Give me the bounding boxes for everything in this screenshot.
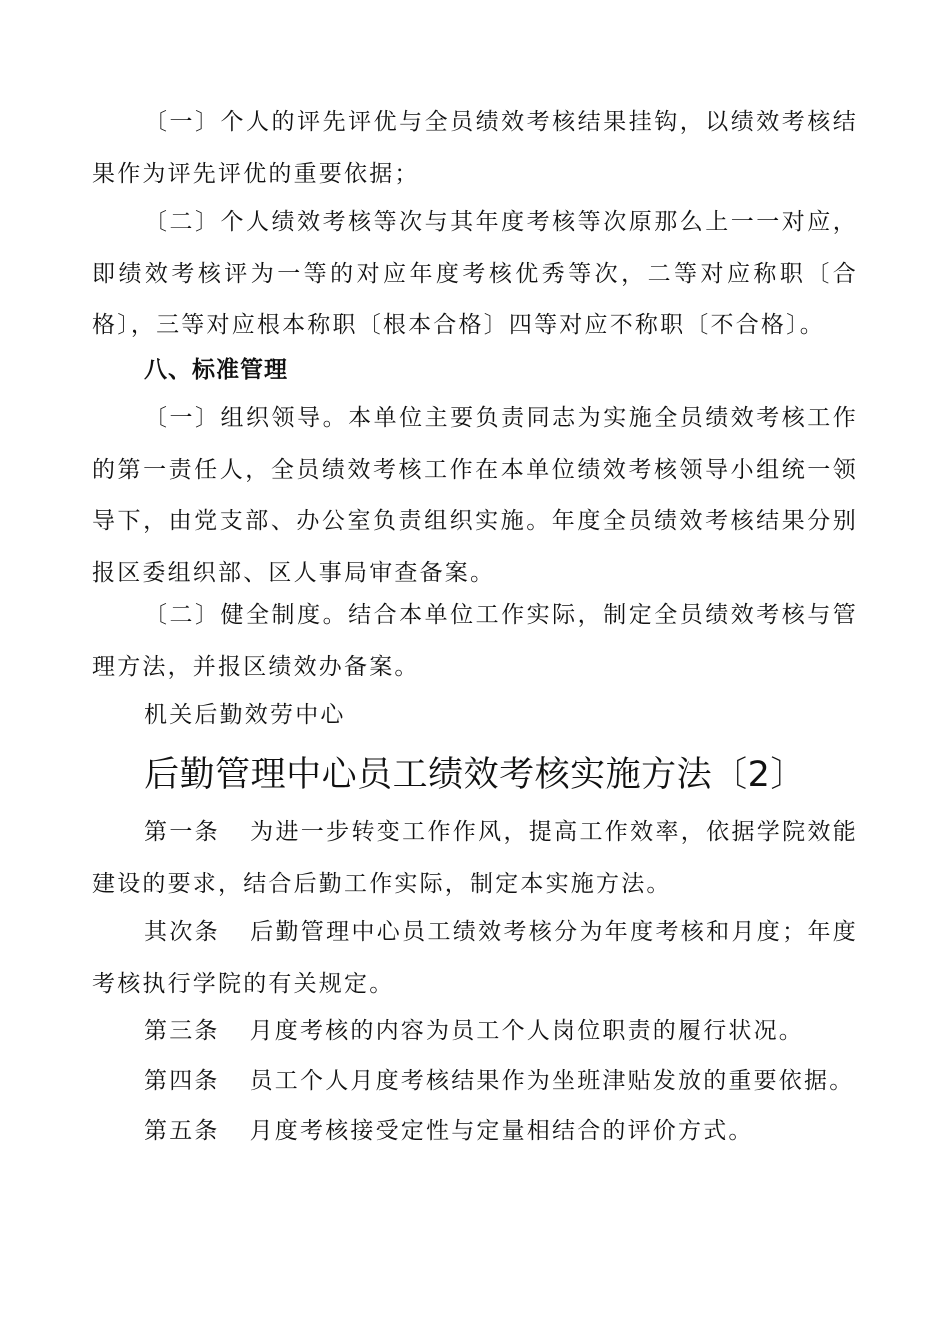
section-seven-item-1: 〔一〕个人的评先评优与全员绩效考核结果挂钩，以绩效考核结果作为评先评优的重要依据；: [92, 109, 858, 187]
article-1: [92, 807, 858, 910]
section-eight-heading: 八、标准管理: [144, 357, 288, 383]
article-text: 后勤管理中心员工绩效考核分为年度考核和月度；年度考核执行学院的有关规定。: [92, 919, 858, 997]
signature-line: 机关后勤效劳中心: [144, 702, 346, 728]
document-title: 后勤管理中心员工绩效考核实施方法〔2〕: [144, 755, 806, 795]
article-text: 月度考核的内容为员工个人岗位职责的履行状况。: [249, 1018, 805, 1044]
article-number: 第三条: [144, 1018, 220, 1044]
article-number: 第一条: [144, 819, 220, 845]
article-text: 为进一步转变工作作风，提高工作效率，依据学院效能建设的要求，结合后勤工作实际，制定本实施方法。: [92, 819, 858, 897]
section-eight-item-1: 〔一〕组织领导。本单位主要负责同志为实施全员绩效考核工作的第一责任人，全员绩效考核工作在本单位绩效考核领导小组统一领导下，由党支部、办公室负责组织实施。年度全员绩效考核结果分别报区委组织部、区人事局审查备案。: [92, 405, 858, 586]
article-5: [92, 1106, 858, 1158]
article-4: [92, 1056, 858, 1108]
article-text: 员工个人月度考核结果作为坐班津贴发放的重要依据。: [249, 1068, 855, 1094]
section-eight-item-2: 〔二〕健全制度。结合本单位工作实际，制定全员绩效考核与管理方法，并报区绩效办备案。: [92, 602, 858, 680]
article-number: 第四条: [144, 1068, 220, 1094]
article-3: [92, 1006, 858, 1058]
article-number: 第五条: [144, 1118, 220, 1144]
article-2: [92, 907, 858, 1010]
article-number: 其次条: [144, 919, 220, 945]
section-seven-item-2: 〔二〕个人绩效考核等次与其年度考核等次原那么上一一对应，即绩效考核评为一等的对应年度考核优秀等次，二等对应称职〔合格〕，三等对应根本称职〔根本合格〕四等对应不称职〔不合格〕。: [92, 209, 858, 338]
article-text: 月度考核接受定性与定量相结合的评价方式。: [249, 1118, 754, 1144]
